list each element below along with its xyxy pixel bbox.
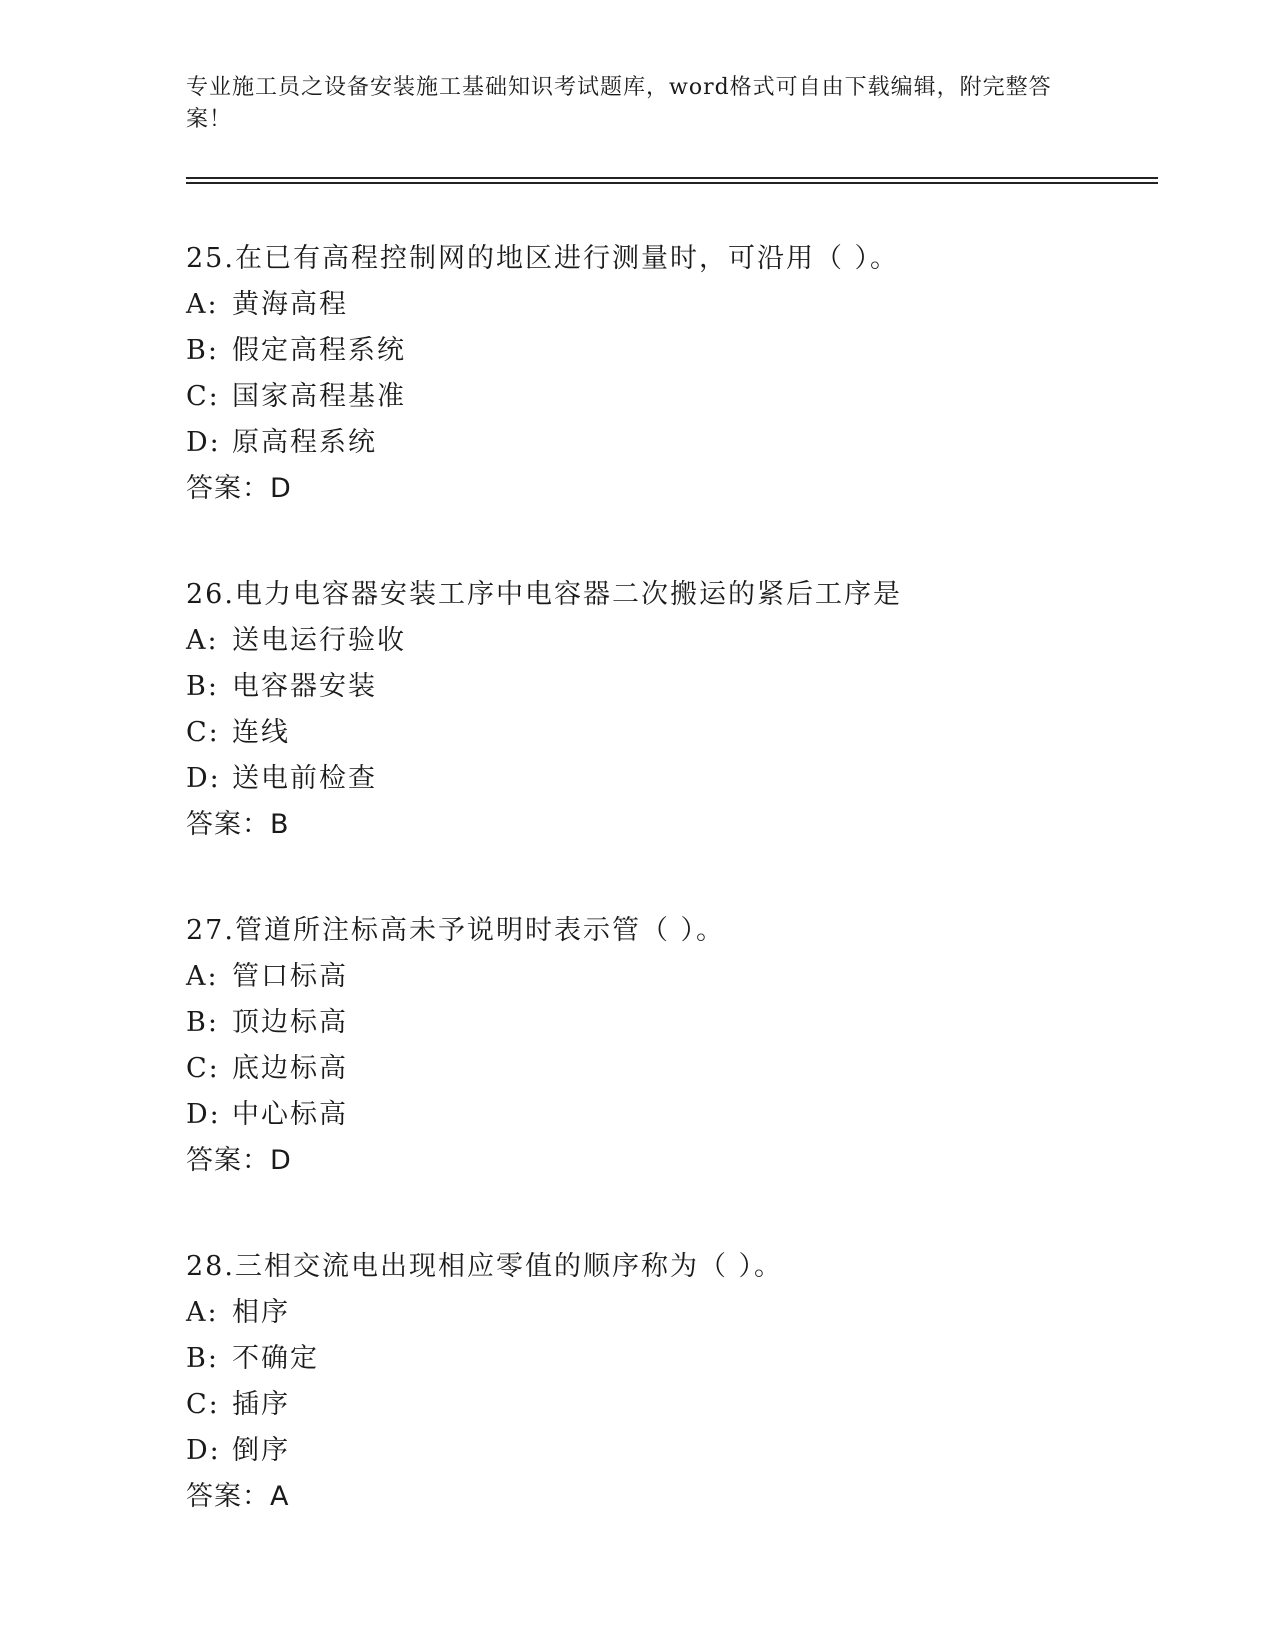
answer-line: 答案：A <box>186 1481 290 1512</box>
option-letter: B: <box>186 1007 219 1038</box>
option-d <box>186 1428 1146 1474</box>
option-b <box>186 1000 1146 1046</box>
option-text: 倒序 <box>232 1435 290 1466</box>
question-28 <box>186 1244 1146 1520</box>
option-a <box>186 618 1146 664</box>
option-text: 不确定 <box>232 1343 319 1374</box>
question-title: 26.电力电容器安装工序中电容器二次搬运的紧后工序是 <box>186 579 902 610</box>
option-letter: C: <box>186 1053 220 1084</box>
option-text: 电容器安装 <box>232 671 377 702</box>
option-letter: B: <box>186 671 219 702</box>
option-letter: A: <box>186 1297 219 1328</box>
option-d <box>186 1092 1146 1138</box>
option-a <box>186 954 1146 1000</box>
option-text: 中心标高 <box>232 1099 348 1130</box>
answer-line: 答案：D <box>186 1145 292 1176</box>
option-letter: A: <box>186 289 219 320</box>
question-27 <box>186 908 1146 1184</box>
question-25 <box>186 236 1146 512</box>
option-b <box>186 328 1146 374</box>
option-text: 国家高程基准 <box>232 381 406 412</box>
option-letter: D: <box>186 427 221 458</box>
question-title: 28.三相交流电出现相应零值的顺序称为（ ）。 <box>186 1251 784 1282</box>
option-letter: A: <box>186 961 219 992</box>
option-letter: C: <box>186 381 220 412</box>
option-text: 原高程系统 <box>232 427 377 458</box>
question-title: 25.在已有高程控制网的地区进行测量时，可沿用（ ）。 <box>186 243 900 274</box>
option-letter: B: <box>186 335 219 366</box>
option-c <box>186 710 1146 756</box>
question-26 <box>186 572 1146 848</box>
option-text: 送电前检查 <box>232 763 377 794</box>
option-text: 管口标高 <box>232 961 348 992</box>
option-letter: B: <box>186 1343 219 1374</box>
header-divider-top <box>186 177 1158 179</box>
option-text: 插序 <box>232 1389 290 1420</box>
option-text: 假定高程系统 <box>232 335 406 366</box>
option-b <box>186 1336 1146 1382</box>
option-c <box>186 374 1146 420</box>
option-c <box>186 1382 1146 1428</box>
option-text: 相序 <box>232 1297 290 1328</box>
option-b <box>186 664 1146 710</box>
question-list <box>186 236 1146 1580</box>
answer-line: 答案：B <box>186 809 290 840</box>
option-letter: D: <box>186 763 221 794</box>
document-header: 专业施工员之设备安装施工基础知识考试题库，word格式可自由下载编辑，附完整答案！ <box>186 75 1052 132</box>
option-text: 底边标高 <box>232 1053 348 1084</box>
option-c <box>186 1046 1146 1092</box>
answer-line: 答案：D <box>186 473 292 504</box>
option-d <box>186 756 1146 802</box>
option-text: 连线 <box>232 717 290 748</box>
option-a <box>186 1290 1146 1336</box>
option-letter: A: <box>186 625 219 656</box>
option-letter: C: <box>186 1389 220 1420</box>
option-letter: C: <box>186 717 220 748</box>
option-a <box>186 282 1146 328</box>
option-text: 顶边标高 <box>232 1007 348 1038</box>
option-letter: D: <box>186 1099 221 1130</box>
option-d <box>186 420 1146 466</box>
option-text: 送电运行验收 <box>232 625 406 656</box>
header-divider-bottom <box>186 182 1158 184</box>
option-letter: D: <box>186 1435 221 1466</box>
question-title: 27.管道所注标高未予说明时表示管（ ）。 <box>186 915 726 946</box>
option-text: 黄海高程 <box>232 289 348 320</box>
